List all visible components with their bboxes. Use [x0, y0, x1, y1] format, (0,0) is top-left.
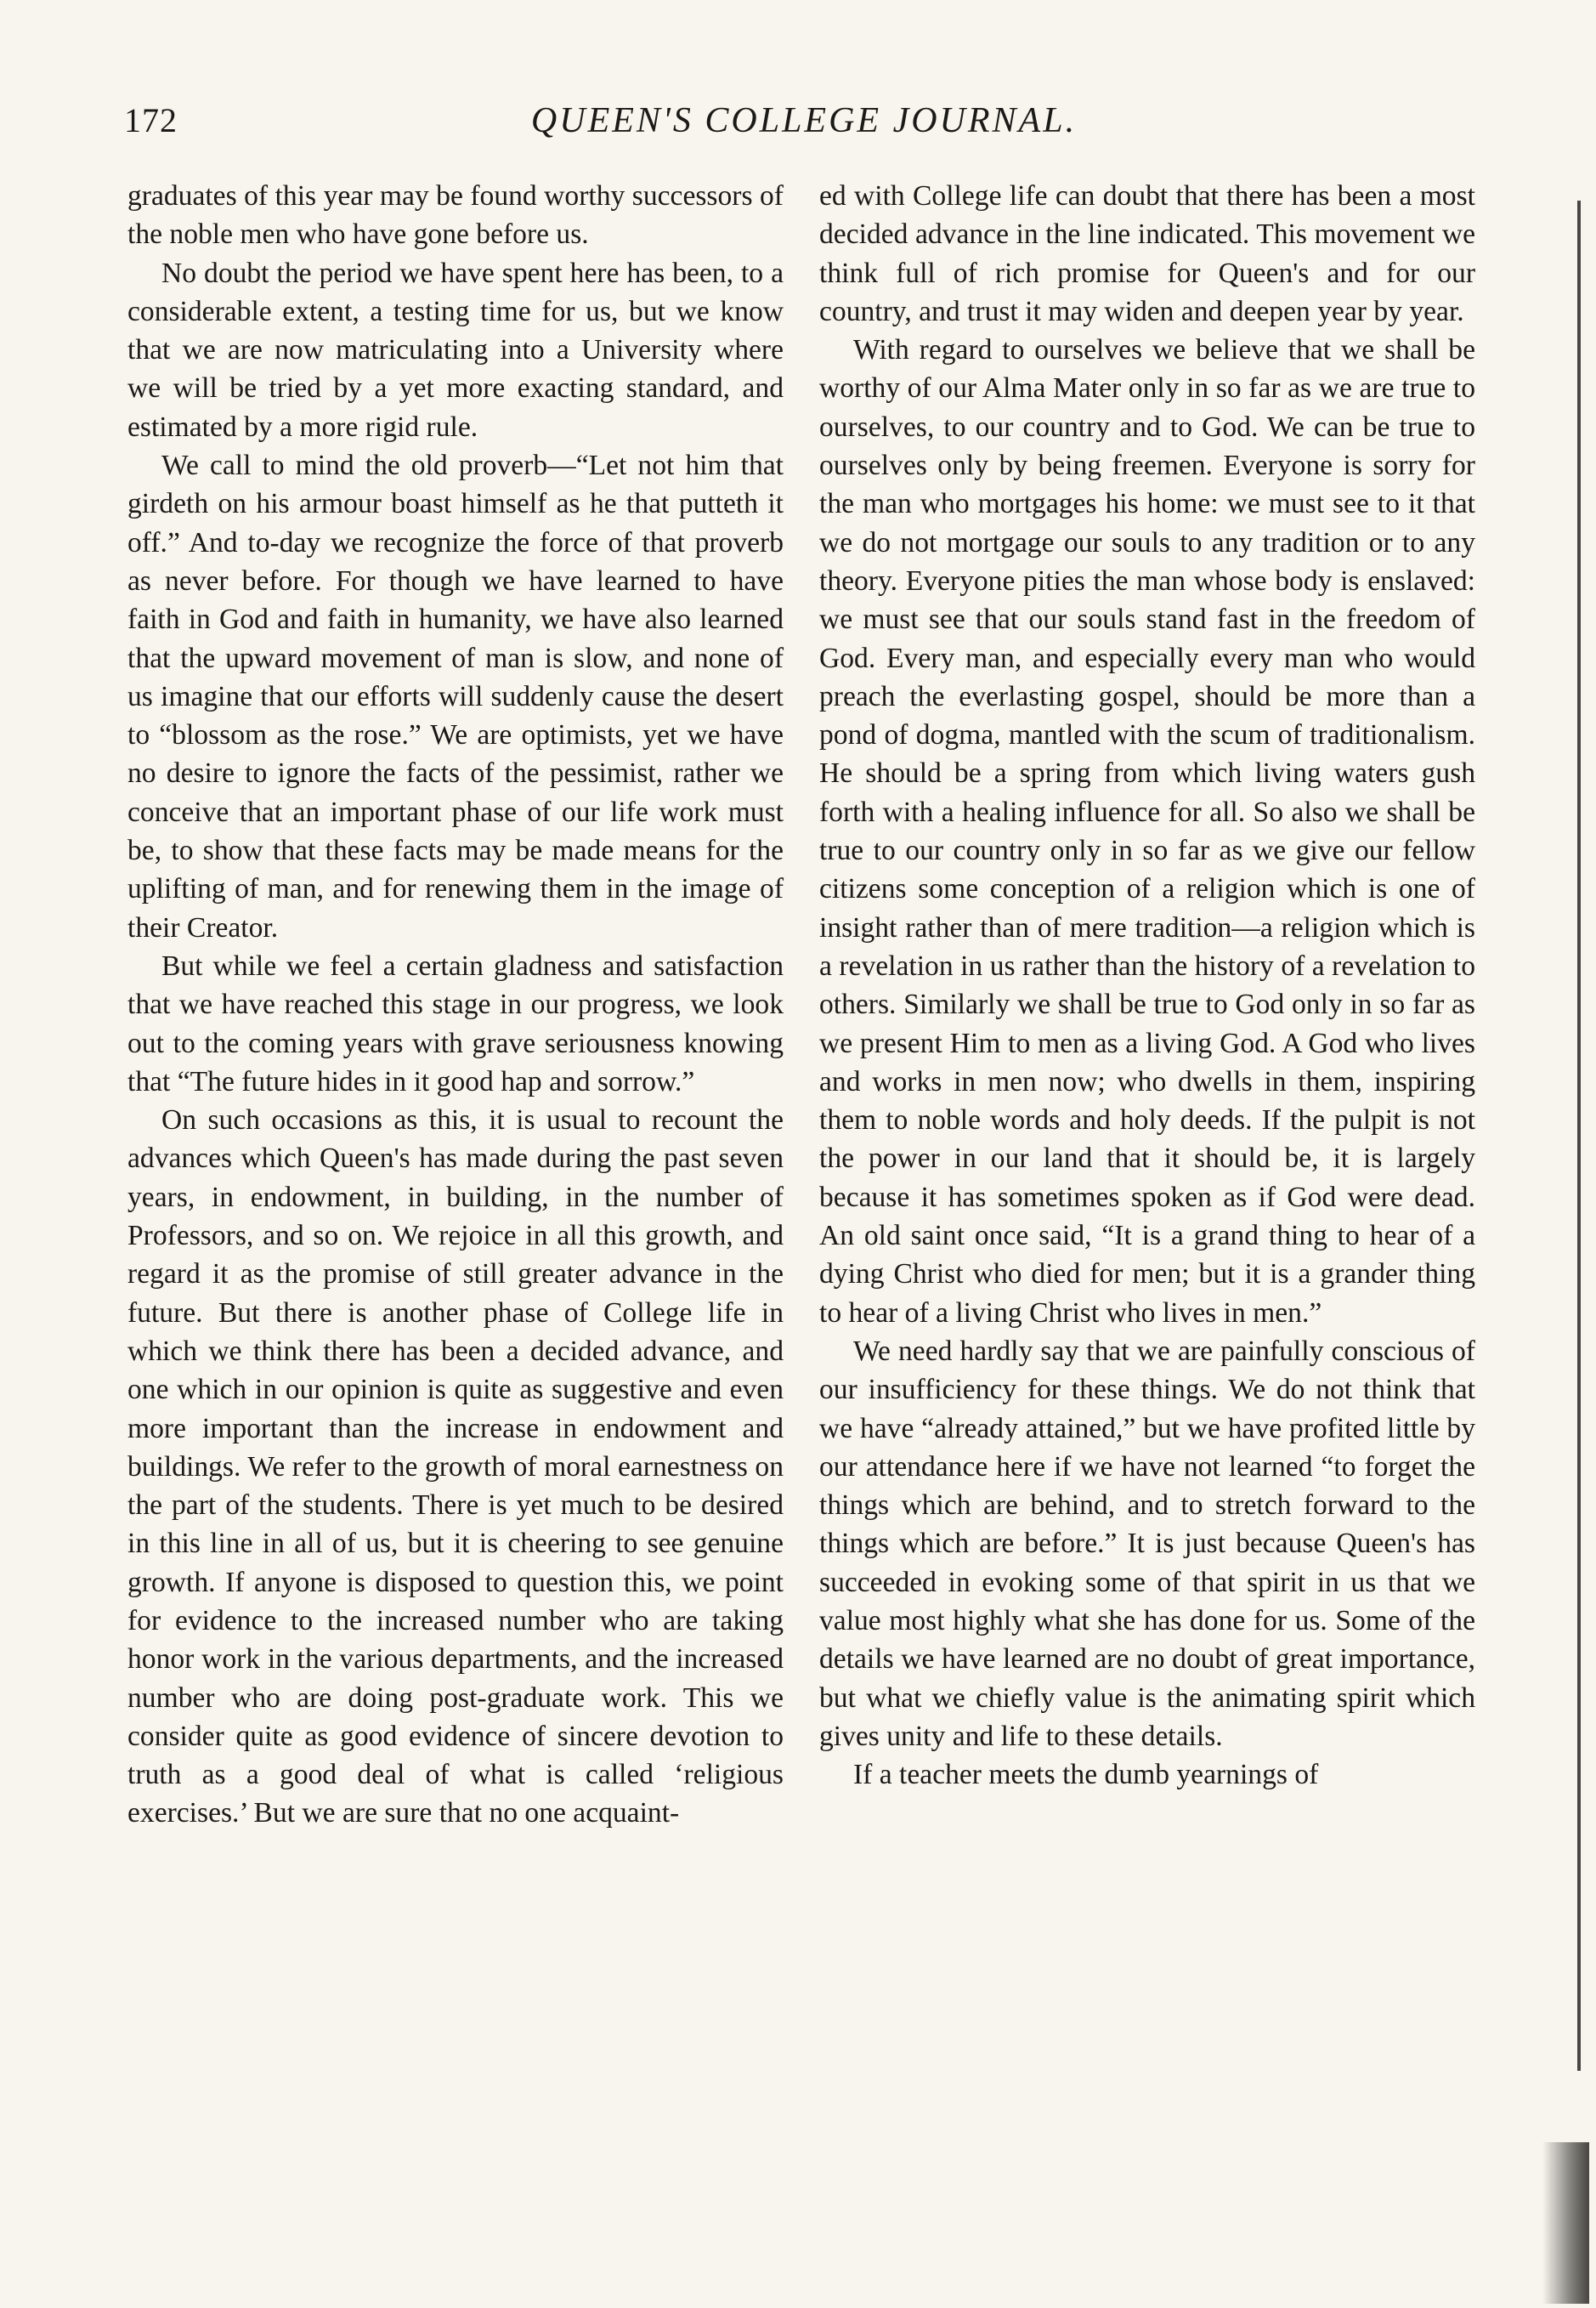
page-corner-smudge	[1542, 2142, 1589, 2304]
paragraph: ed with College life can doubt that there has been a most decided advance in the line indicated. This movement we think full of rich promise for Queen's and for our country, and trust it may widen and deepen year by year.	[819, 180, 1475, 327]
right-column	[819, 177, 1475, 1794]
paragraph: But while we feel a certain gladness and satisfaction that we have reached this stage in our progress, we look out to the coming years with grave seriousness knowing that “The future hides in it good hap and sorrow.”	[127, 950, 784, 1097]
paragraph: graduates of this year may be found worthy successors of the noble men who have gone before us.	[127, 180, 784, 251]
left-column	[127, 177, 784, 1833]
page-edge-shadow	[1577, 201, 1581, 2071]
paragraph: If a teacher meets the dumb yearnings of	[853, 1759, 1319, 1791]
page-header	[124, 100, 1484, 151]
paragraph: No doubt the period we have spent here has been, to a considerable extent, a testing time for us, but we know that we are now matriculating into a University where we will be tried by a yet more exacting standard, and estimated by a more rigid rule.	[127, 257, 784, 443]
paragraph: With regard to ourselves we believe that we shall be worthy of our Alma Mater only in so far as we are true to ourselves, to our country and to God. We can be true to ourselves only by being freemen. Everyone is sorry for the man who mortgages his home: we must see to it that we do not mortgage our souls to any tradition or to any theory. Everyone pities the man whose body is enslaved: we must see that our souls stand fast in the freedom of God. Every man, and especially every man who would preach the everlasting gospel, should be more than a pond of dogma, mantled with the scum of traditionalism. He should be a spring from which living waters gush forth with a healing influence for all. So also we shall be true to our country only in so far as we give our fellow citizens some conception of a religion which is one of insight rather than of mere tradition—a religion which is a revelation in us rather than the history of a revelation to others. Similarly we shall be true to God only in so far as we present Him to men as a living God. A God who lives and works in men now; who dwells in them, inspiring them to noble words and holy deeds. If the pulpit is not the power in our land that it should be, it is largely because it has sometimes spoken as if God were dead. An old saint once said, “It is a grand thing to hear of a dying Christ who died for men; but it is a grander thing to hear of a living Christ who lives in men.”	[819, 334, 1475, 1329]
paragraph: On such occasions as this, it is usual to recount the advances which Queen's has made during the past seven years, in endowment, in building, in the number of Professors, and so on. We rejoice in all this growth, and regard it as the promise of still greater advance in the future. But there is another phase of College life in which we think there has been a decided advance, and one which in our opinion is quite as suggestive and even more important than the increase in endowment and buildings. We refer to the growth of moral earnestness on the part of the students. There is yet much to be desired in this line in all of us, but it is cheering to see genuine growth. If anyone is disposed to question this, we point for evidence to the increased number who are taking honor work in the various departments, and the increased number who are doing post-graduate work. This we consider quite as good evidence of sincere devotion to truth as a good deal of what is called ‘religious exercises.’ But we are sure that no one acquaint-	[127, 1104, 784, 1829]
page-number: 172	[124, 101, 178, 139]
paragraph: We call to mind the old proverb—“Let not him that girdeth on his armour boast himself as he that putteth it off.” And to-day we recognize the force of that proverb as never before. For though we have learned to have faith in God and faith in humanity, we have also learned that the upward movement of man is slow, and none of us imagine that our efforts will suddenly cause the desert to “blossom as the rose.” We are optimists, yet we have no desire to ignore the facts of the pessimist, rather we conceive that an important phase of our life work must be, to show that these facts may be made means for the uplifting of man, and for renewing them in the image of their Creator.	[127, 450, 784, 944]
paragraph: We need hardly say that we are painfully conscious of our insufficiency for these things. We do not think that we have “already attained,” but we have profited little by our attendance here if we have not learned “to forget the things which are behind, and to stretch forward to the things which are before.” It is just because Queen's has succeeded in evoking some of that spirit in us that we value most highly what she has done for us. Some of the details we have learned are no doubt of great importance, but what we chiefly value is the animating spirit which gives unity and life to these details.	[819, 1335, 1475, 1752]
running-head: QUEEN'S COLLEGE JOURNAL.	[530, 101, 1078, 140]
